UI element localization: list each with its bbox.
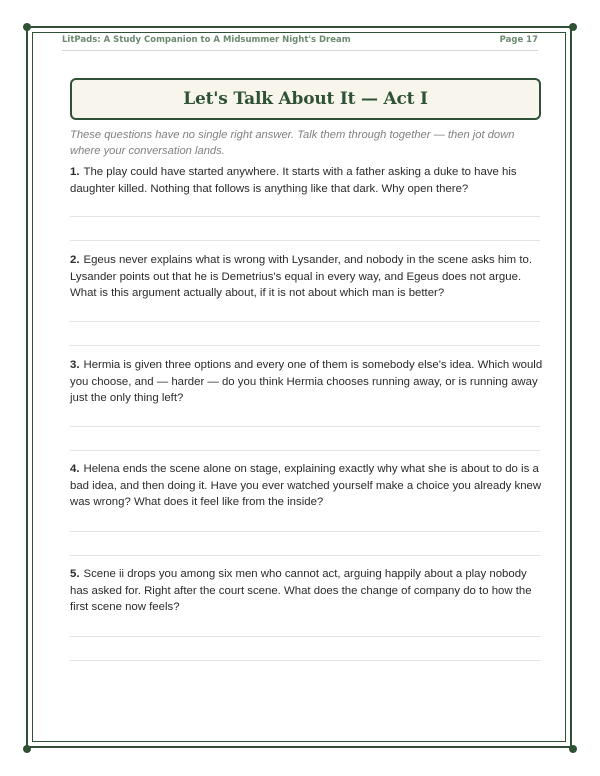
corner-dot xyxy=(23,23,31,31)
question-4 xyxy=(70,461,544,511)
header-divider xyxy=(62,50,538,51)
question-number: 1. xyxy=(70,166,80,178)
corner-dot xyxy=(569,23,577,31)
question-2 xyxy=(70,252,544,302)
answer-line[interactable] xyxy=(70,426,540,427)
question-number: 2. xyxy=(70,254,80,266)
corner-dot xyxy=(569,745,577,753)
intro-text: These questions have no single right answer. Talk them through together — then jot down where your conversation lands. xyxy=(70,129,515,157)
answer-line[interactable] xyxy=(70,450,540,451)
page-number: Page 17 xyxy=(499,35,538,45)
question-number: 4. xyxy=(70,463,80,475)
answer-line[interactable] xyxy=(70,531,540,532)
question-5 xyxy=(70,566,544,616)
question-text: Helena ends the scene alone on stage, explaining exactly why what she is about to do is a bad idea, and then doing it. Have you ever watched yourself make a choice you already knew was wrong? What does it feel like from the inside? xyxy=(70,463,542,508)
question-number: 5. xyxy=(70,568,80,580)
question-1 xyxy=(70,164,544,197)
question-text: The play could have started anywhere. It starts with a father asking a duke to have his daughter killed. Nothing that follows is anything like that dark. Why open there? xyxy=(70,166,517,195)
answer-line[interactable] xyxy=(70,216,540,217)
answer-line[interactable] xyxy=(70,660,540,661)
answer-line[interactable] xyxy=(70,636,540,637)
question-3 xyxy=(70,357,544,407)
answer-line[interactable] xyxy=(70,321,540,322)
page-title: Let's Talk About It — Act I xyxy=(183,89,428,109)
question-text: Scene ii drops you among six men who cannot act, arguing happily about a play nobody has asked for. Right after the court scene. What does the change of company do to how the first scene now feels? xyxy=(70,568,532,613)
answer-line[interactable] xyxy=(70,555,540,556)
question-number: 3. xyxy=(70,359,80,371)
title-banner xyxy=(70,78,541,120)
question-text: Egeus never explains what is wrong with Lysander, and nobody in the scene asks him to. Lysander points out that he is Demetrius's equal in every way, and Egeus does not argue. What is this argument actually about, if it is not about which man is better? xyxy=(70,254,532,299)
book-title: LitPads: A Study Companion to A Midsummer Night's Dream xyxy=(62,35,351,45)
corner-dot xyxy=(23,745,31,753)
answer-line[interactable] xyxy=(70,345,540,346)
answer-line[interactable] xyxy=(70,240,540,241)
question-text: Hermia is given three options and every one of them is somebody else's idea. Which would you choose, and — harder — do you think Hermia chooses running away, or is running away just the only thing left? xyxy=(70,359,543,404)
running-header xyxy=(62,35,538,45)
